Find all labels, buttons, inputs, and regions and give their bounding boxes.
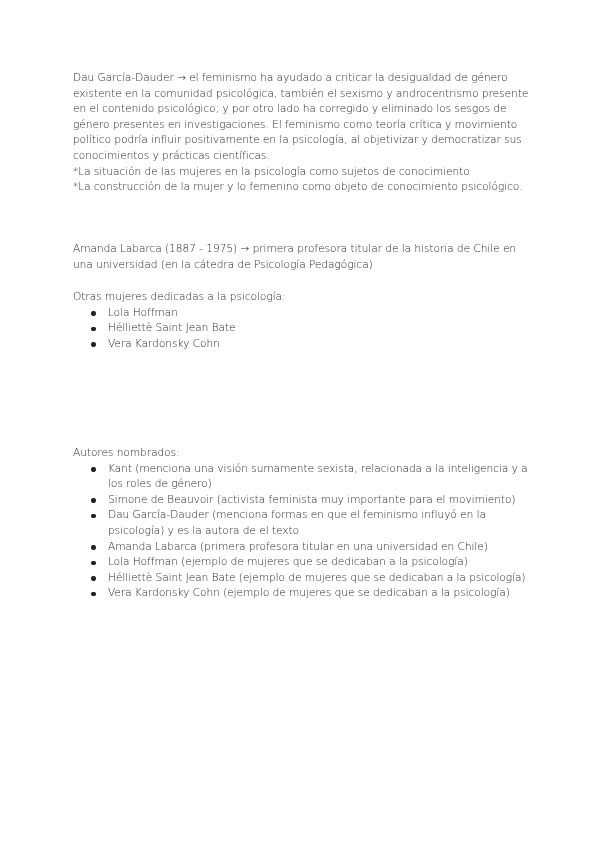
list-item: Lola Hoffman (ejemplo de mujeres que se dedicaban a la psicología) bbox=[73, 555, 533, 571]
list-item: Lola Hoffman bbox=[73, 306, 533, 322]
heading-other-women: Otras mujeres dedicadas a la psicología: bbox=[73, 291, 286, 303]
note-women-objects: *La construcción de la mujer y lo femenino como objeto de conocimiento psicológico. bbox=[73, 181, 523, 194]
section-feminism-psychology bbox=[73, 71, 533, 196]
list-other-women bbox=[73, 306, 533, 353]
section-amanda-labarca bbox=[73, 242, 533, 273]
list-item: Vera Kardonsky Cohn bbox=[73, 337, 533, 353]
list-item: Hélliettè Saint Jean Bate bbox=[73, 321, 533, 337]
heading-authors: Autores nombrados: bbox=[73, 447, 180, 459]
list-item: Simone de Beauvoir (activista feminista muy importante para el movimiento) bbox=[73, 493, 533, 509]
list-item: Kant (menciona una visión sumamente sexista, relacionada a la inteligencia y a los roles de género) bbox=[73, 462, 533, 493]
paragraph-amanda-labarca: Amanda Labarca (1887 - 1975) → primera profesora titular de la historia de Chile en una universidad (en la cátedra de Psicología Pedagógica) bbox=[73, 243, 517, 271]
section-authors bbox=[73, 446, 533, 602]
list-item: Dau García-Dauder (menciona formas en que el feminismo influyó en la psicología) y es la autora de el texto bbox=[73, 508, 533, 539]
list-authors bbox=[73, 462, 533, 602]
list-item: Hélliettè Saint Jean Bate (ejemplo de mujeres que se dedicaban a la psicología) bbox=[73, 571, 533, 587]
list-item: Amanda Labarca (primera profesora titular en una universidad en Chile) bbox=[73, 540, 533, 556]
paragraph-dau-garcia-dauder: Dau García-Dauder → el feminismo ha ayudado a criticar la desigualdad de género existente en la comunidad psicológica, también el sexismo y androcentrismo presente en el contenido psicológico; y por otro lado ha corregido y eliminado los sesgos de género presentes en investigaciones. El feminismo como teoría crítica y movimiento político podría influir positivamente en la psicología, al objetivizar y democratizar sus conocimientos y prácticas científicas. bbox=[73, 72, 529, 162]
section-other-women bbox=[73, 290, 533, 352]
note-women-subjects: *La situación de las mujeres en la psicología como sujetos de conocimiento bbox=[73, 165, 470, 178]
list-item: Vera Kardonsky Cohn (ejemplo de mujeres que se dedicaban a la psicología) bbox=[73, 586, 533, 602]
